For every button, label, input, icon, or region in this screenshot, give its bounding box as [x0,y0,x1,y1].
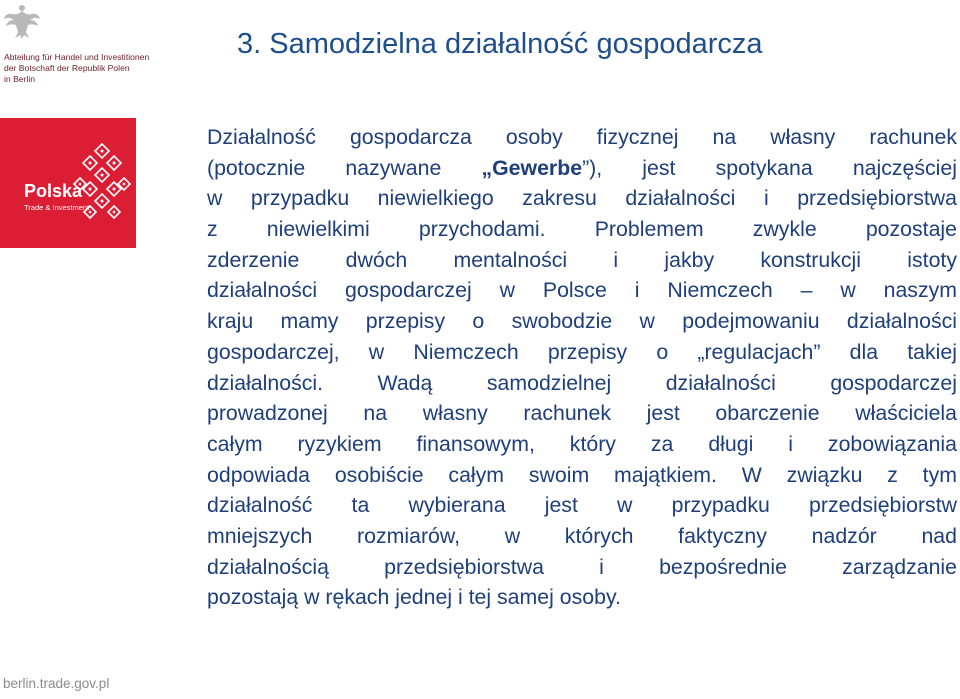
body-line [207,153,957,184]
body-text-segment: z niewielkimi przychodami. Problemem zwykle pozostaje [207,217,957,242]
body-text-segment: działalność ta wybierana jest w przypadku przedsiębiorstw [207,493,957,518]
slide-title: 3. Samodzielna działalność gospodarcza [237,28,763,60]
body-line [207,306,957,337]
body-line [207,368,957,399]
logo-wordmark: Polska [24,181,83,201]
body-line [207,460,957,491]
body-line [207,490,957,521]
body-text-segment: w przypadku niewielkiego zakresu działalności i przedsiębiorstwa [207,186,957,211]
sidebar [0,0,150,699]
agency-name-line-3: in Berlin [4,74,36,84]
body-line [207,245,957,276]
body-line [207,582,957,613]
agency-name-line-2: der Botschaft der Republik Polen [4,63,130,73]
logo-tagline: Trade & Investment [24,203,90,212]
body-text-segment: zderzenie dwóch mentalności i jakby konstrukcji istoty [207,247,957,272]
body-paragraph [207,122,957,613]
body-text-segment: (potocznie nazywane [207,155,482,180]
body-line [207,337,957,368]
body-text-segment: gospodarczej, w Niemczech przepisy o „regulacjach” dla takiej [207,339,957,364]
body-text-segment: działalności. Wadą samodzielnej działalności gospodarczej [207,370,957,395]
body-text-segment: ”), jest spotykana najczęściej [582,155,957,180]
body-text-segment: odpowiada osobiście całym swoim majątkiem. W związku z tym [207,462,957,487]
body-text-segment: mniejszych rozmiarów, w których faktyczny nadzór nad [207,523,957,548]
body-text-segment: Działalność gospodarcza osoby fizycznej na własny rachunek [207,125,957,149]
body-line [207,398,957,429]
body-line [207,552,957,583]
body-text-segment: działalnością przedsiębiorstwa i bezpośrednie zarządzanie [207,554,957,579]
agency-name-line-1: Abteilung für Handel und Investitionen [4,52,150,62]
body-line [207,275,957,306]
polska-trade-logo [0,118,136,248]
body-text-segment: prowadzonej na własny rachunek jest obarczenie właściciela [207,401,957,426]
body-line [207,214,957,245]
body-text-segment: pozostają w rękach jednej i tej samej osoby. [207,585,621,610]
body-text-segment: całym ryzykiem finansowym, który za długi i zobowiązania [207,431,957,456]
body-line [207,521,957,552]
polish-eagle-emblem-icon [2,2,42,42]
body-text-segment: kraju mamy przepisy o swobodzie w podejmowaniu działalności [207,309,957,334]
body-line [207,122,957,153]
emphasized-term: „Gewerbe [481,155,583,180]
body-line [207,429,957,460]
footer-website-url: berlin.trade.gov.pl [3,676,110,691]
body-line [207,183,957,214]
body-text-segment: działalności gospodarczej w Polsce i Niemczech – w naszym [207,278,957,303]
